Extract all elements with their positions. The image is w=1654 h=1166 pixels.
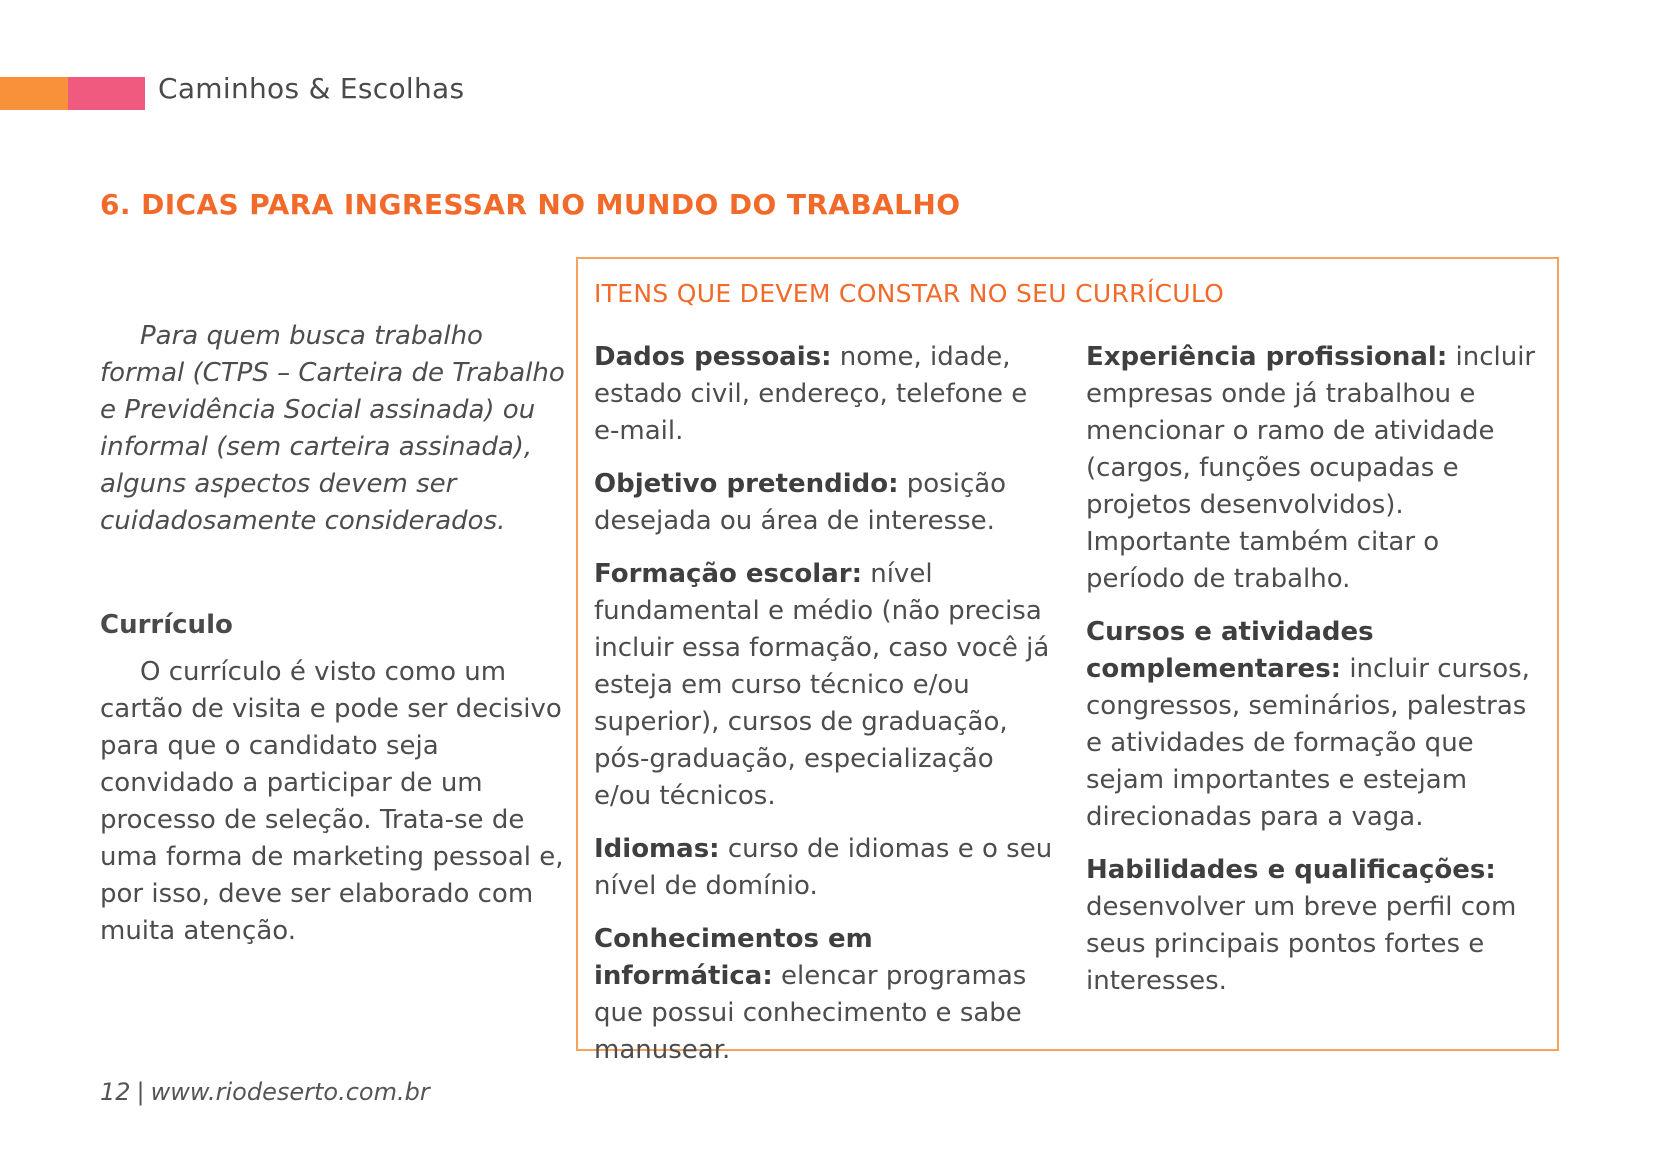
item-label: Experiência profissional: — [1086, 342, 1448, 372]
item-text: nível fundamental e médio (não precisa incluir essa formação, caso você já esteja em curso técnico e/ou superior), cursos de graduação, pós-graduação, especialização e/ou técnicos. — [594, 559, 1050, 811]
header-title: Caminhos & Escolhas — [158, 72, 465, 105]
header-accent-orange — [0, 77, 68, 110]
item-label: Conhecimentos em informática: — [594, 924, 873, 991]
item-habilidades-qualificacoes — [1086, 852, 1546, 1000]
item-label: Idiomas: — [594, 834, 720, 864]
item-label: Cursos e atividades complementares: — [1086, 617, 1374, 684]
item-text: nome, idade, estado civil, endereço, telefone e e-mail. — [594, 342, 1028, 446]
footer-separator: | — [136, 1078, 145, 1106]
section-title: 6. DICAS PARA INGRESSAR NO MUNDO DO TRABALHO — [100, 188, 961, 221]
item-text: incluir cursos, congressos, seminários, palestras e atividades de formação que sejam importantes e estejam direcionadas para a vaga. — [1086, 654, 1530, 832]
curriculo-paragraph: O currículo é visto como um cartão de visita e pode ser decisivo para que o candidato seja convidado a participar de um processo de seleção. Trata-se de uma forma de marketing pessoal e, por isso, deve ser elaborado com muita atenção. — [100, 657, 564, 946]
intro-paragraph: Para quem busca trabalho formal (CTPS – Carteira de Trabalho e Previdência Social assinada) ou informal (sem carteira assinada), alguns aspectos devem ser cuidadosamente considerados. — [100, 321, 565, 536]
page-footer — [100, 1078, 430, 1106]
item-label: Objetivo pretendido: — [594, 469, 899, 499]
page-number: 12 — [100, 1078, 131, 1106]
curriculo-heading: Currículo — [100, 610, 233, 640]
item-text: elencar programas que possui conhecimento e sabe manusear. — [594, 961, 1027, 1065]
item-label: Habilidades e qualificações: — [1086, 855, 1496, 885]
item-text: curso de idiomas e o seu nível de domínio. — [594, 834, 1053, 901]
item-cursos-atividades — [1086, 614, 1546, 836]
item-formacao-escolar — [594, 556, 1054, 815]
resume-items-box — [576, 257, 1559, 1065]
item-conhecimentos-informatica — [594, 921, 1054, 1069]
item-objetivo-pretendido — [594, 466, 1054, 540]
item-idiomas — [594, 831, 1054, 905]
item-experiencia-profissional — [1086, 339, 1546, 598]
item-text: incluir empresas onde já trabalhou e mencionar o ramo de atividade (cargos, funções ocupadas e projetos desenvolvidos). Importante também citar o período de trabalho. — [1086, 342, 1536, 594]
box-right-column — [1086, 339, 1546, 1016]
item-text: desenvolver um breve perfil com seus principais pontos fortes e interesses. — [1086, 892, 1517, 996]
box-left-column — [594, 339, 1054, 1085]
footer-website-link[interactable]: www.riodeserto.com.br — [150, 1078, 430, 1106]
item-label: Dados pessoais: — [594, 342, 832, 372]
box-title: ITENS QUE DEVEM CONSTAR NO SEU CURRÍCULO — [594, 279, 1225, 308]
item-label: Formação escolar: — [594, 559, 862, 589]
item-dados-pessoais — [594, 339, 1054, 450]
left-column — [100, 318, 570, 950]
item-text: posição desejada ou área de interesse. — [594, 469, 1007, 536]
header-accent-pink — [68, 77, 145, 110]
